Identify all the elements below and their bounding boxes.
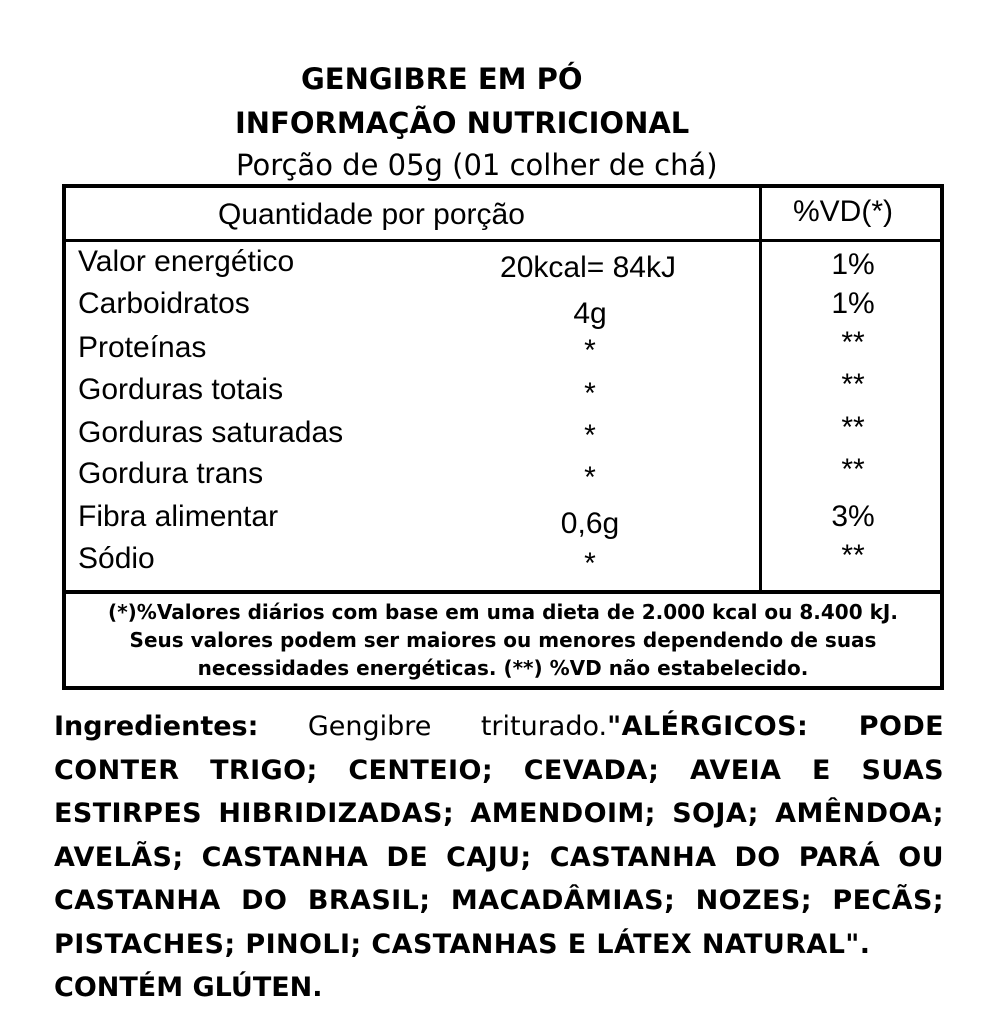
footnote-line: necessidades energéticas. (**) %VD não estabelecido.	[197, 656, 809, 680]
row-value: *	[584, 547, 596, 580]
header-divider	[62, 239, 944, 242]
allergen-warning: "ALÉRGICOS: PODE CONTER TRIGO; CENTEIO; CEVADA; AVEIA E SUAS ESTIRPES HIBRIDIZADAS; AMENDOIM; SOJA; AMÊNDOA; AVELÃS; CASTANHA DE CAJU; CASTANHA DO PARÁ OU CASTANHA DO BRASIL; MACADÂMIAS; NOZES; PECÃS; PISTACHES; PINOLI; CASTANHAS E LÁTEX NATURAL".	[54, 711, 944, 960]
page-title: INFORMAÇÃO NUTRICIONAL	[235, 106, 690, 140]
table-footnote	[66, 598, 940, 682]
row-name: Gorduras totais	[78, 373, 284, 406]
row-value: 0,6g	[560, 507, 620, 540]
column-header-daily-value: %VD(*)	[793, 195, 894, 228]
ingredients-block	[54, 705, 944, 1010]
row-value: *	[584, 377, 596, 410]
row-name: Gorduras saturadas	[78, 416, 344, 449]
row-name: Fibra alimentar	[78, 500, 279, 533]
row-name: Proteínas	[78, 331, 207, 364]
row-name: Valor energético	[78, 245, 295, 278]
row-value: 20kcal= 84kJ	[500, 251, 676, 284]
row-value: *	[584, 461, 596, 494]
row-daily-value: 3%	[831, 500, 875, 533]
ingredients-label: Ingredientes:	[54, 711, 259, 742]
row-value: 4g	[573, 297, 607, 330]
row-daily-value: **	[841, 453, 865, 486]
product-name: GENGIBRE EM PÓ	[301, 62, 583, 96]
row-daily-value: 1%	[831, 248, 875, 281]
row-name: Gordura trans	[78, 457, 264, 490]
row-daily-value: **	[841, 539, 865, 572]
footnote-line: (*)%Valores diários com base em uma dieta de 2.000 kcal ou 8.400 kJ.	[108, 600, 898, 624]
row-name: Carboidratos	[78, 287, 250, 320]
footnote-divider	[62, 590, 944, 594]
row-daily-value: 1%	[831, 287, 875, 320]
row-name: Sódio	[78, 542, 155, 575]
column-header-quantity: Quantidade por porção	[218, 198, 525, 231]
row-daily-value: **	[841, 326, 865, 359]
row-value: *	[584, 419, 596, 452]
gluten-notice: CONTÉM GLÚTEN.	[54, 972, 323, 1003]
row-daily-value: **	[841, 411, 865, 444]
row-daily-value: **	[841, 368, 865, 401]
serving-size: Porção de 05g (01 colher de chá)	[236, 148, 718, 182]
row-value: *	[584, 334, 596, 367]
footnote-line: Seus valores podem ser maiores ou menores dependendo de suas	[129, 628, 877, 652]
ingredients-text: Gengibre triturado.	[258, 711, 608, 742]
